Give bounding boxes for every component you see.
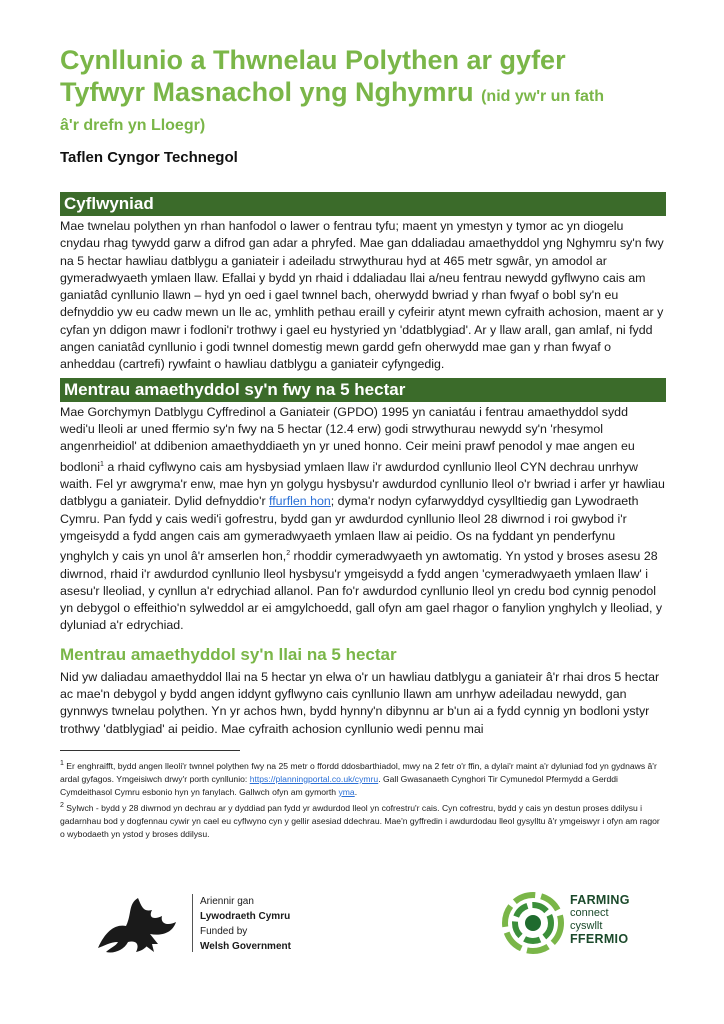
- form-link[interactable]: ffurflen hon: [269, 494, 331, 509]
- title-aside: (nid yw'r un fath: [481, 88, 604, 105]
- over-5-text-a: Mae Gorchymyn Datblygu Cyffredinol a Ganiateir (GPDO) 1995 yn caniatáu i fentrau amaethyddol sydd wedi'u lleoli ar uned ffermio sy'n fwy na 5 hectar (12.4 erw) godi strwythurau newydd sy'n 'rhesymol angenrheidiol' at ddibenion amaethyddiaeth yn yr uned honno. Ceir meini prawf penodol y mae angen eu bodloni: [60, 404, 635, 474]
- fc-connect: connect: [570, 907, 609, 919]
- document-page: [60, 44, 666, 841]
- wg-name-en: Welsh Government: [200, 941, 291, 952]
- title-line-2: Tyfwyr Masnachol yng Nghymru: [60, 77, 474, 107]
- section-heading-intro: Cyflwyniad: [60, 192, 666, 216]
- section-heading-over-5-hectares: Mentrau amaethyddol sy'n fwy na 5 hectar: [60, 378, 666, 402]
- wg-funded-en: Funded by: [200, 926, 248, 937]
- footnote-ref-2: 2: [286, 550, 291, 558]
- fc-cyswllt: cyswllt: [570, 920, 603, 932]
- footnote-1-text: Er enghraifft, bydd angen lleoli'r twnnel polythen fwy na 25 metr o ffordd ddosbarthiadol, mwy na 2 fetr o'r ffin, a dylai'r maint a'r dyluniad fod yn gydnaws â'r ardal gyfagos. Ymgeisiwch drwy'r porth cynllunio:: [60, 760, 657, 784]
- over-5-text-c: ; dyma'r nodyn cyfarwyddyd cysylltiedig gan Lywodraeth Cymru. Pan fydd y cais wedi'i gofrestru, bydd gan yr awdurdod cynllunio lleol 28 diwrnod i roi gwybod i'r ymgeisydd a fydd angen cais am gymeradwyaeth ymlaen llaw ai peidio. Os na fyddant yn penderfynu ynghylch y cais yn unol â'r amserlen hon,: [60, 494, 639, 564]
- footnote-1: [60, 757, 666, 799]
- footnote-2-number: 2: [60, 801, 64, 809]
- welsh-government-text: [200, 894, 291, 954]
- over-5-text-b: a rhaid cyflwyno cais am hysbysiad ymlaen llaw i'r awdurdod cynllunio lleol CYN dechrau unrhyw waith. Fel yr awgryma'r enw, mae hyn yn golygu hysbysu'r awdurdod cynllunio lleol o'r bwriad i arfer yr hawliau datblygu a ganiateir. Dylid defnyddio'r: [60, 459, 665, 509]
- title-line-1: Cynllunio a Thwnelau Polythen ar gyfer: [60, 45, 566, 75]
- section-heading-under-5-hectares: Mentrau amaethyddol sy'n llai na 5 hectar: [60, 644, 397, 664]
- over-5-text-d: rhoddir cymeradwyaeth yn awtomatig. Yn ystod y broses asesu 28 diwrnod, rhaid i'r awdurdod cynllunio lleol hysbysu'r ymgeisydd a fydd angen 'cymeradwyaeth ymlaen llaw' i asesu'r lleoliad, y cynllun a'r edrychiad allanol. Pan fo'r awdurdod cynllunio lleol yn credu bod cynnig penodol yn debygol o effeithio'n sylweddol ar ei amgylchoedd, gall ofyn am gael rhagor o fanylion ynghylch y lleoliad, y dyluniad a'r edrychiad.: [60, 549, 663, 633]
- wg-funded-cy: Ariennir gan: [200, 896, 254, 907]
- title-aside-line-2: â'r drefn yn Lloegr): [60, 117, 206, 134]
- leaflet-type: Taflen Cyngor Technegol: [60, 149, 238, 166]
- farming-connect-logo: [500, 890, 660, 960]
- farming-connect-emblem-icon: [500, 890, 566, 956]
- under-5-paragraph: Nid yw daliadau amaethyddol llai na 5 hectar yn elwa o'r un hawliau datblygu a ganiateir â'r rhai dros 5 hectar ac mae'n debygol y bydd angen iddynt gyflwyno cais cynllunio llawn am unrhyw adeiladau newydd, gan gynnwys twnelau polythen. Yn yr achos hwn, bydd hynny'n dibynnu ar b'un ai a fydd cynnig yn bodloni ystyr trothwy 'datblygiad' ai peidio. Mae cyfraith achosion cynllunio wedi pennu mai: [60, 669, 660, 736]
- footnote-2-text: Sylwch - bydd y 28 diwrnod yn dechrau ar y dyddiad pan fydd yr awdurdod lleol yn cofrestru'r cais. Cyn cofrestru, bydd y cais yn destun proses ddilysu i gadarnhau bod y dogfennau cywir yn cael eu cyflwyno cyn y gellir asesiad ddechrau. Mae'n gyffredin i awdurdodau lleol gysylltu â'r ymgeiswyr i ofyn am ragor o wybodaeth yn ystod y broses ddilysu.: [60, 802, 660, 839]
- farming-connect-text: [570, 894, 630, 946]
- welsh-government-logo: [88, 890, 338, 960]
- footnote-1-end: .: [354, 786, 358, 797]
- intro-paragraph: Mae twnelau polythen yn rhan hanfodol o lawer o fentrau tyfu; maent yn ymestyn y tymor ac yn diogelu cnydau rhag tywydd garw a difrod gan adar a phryfed. Mae gan ddaliadau amaethyddol yng Nghymru sy'n fwy na 5 hectar hawliau datblygu a ganiateir i adeiladu strwythurau hyd at 465 metr sgwâr, yn amodol ar gymeradwyaeth ymlaen llaw. Efallai y bydd yn rhaid i ddaliadau llai a/neu fentrau newydd gyflwyno cais am ganiatâd cynllunio llawn – hyd yn oed i gael twnnel bach, oherwydd bwriad y rhan fwyaf o bobl sy'n eu defnyddio yw eu cadw mewn un lle ac, ymhlith pethau eraill y cyfeirir atynt mewn cyfraith achosion, maent ar y cyfan yn ddigon mawr i fodloni'r trothwy i gael eu hystyried yn 'ddatblygiad'. Ar y llaw arall, gan amlaf, ni fydd angen caniatâd cynllunio i godi twnnel domestig mewn gardd gefn oherwydd mae gan y rhan fwyaf o anheddau (cartrefi) rywfaint o hawliau datblygu a ganiateir cyfyngedig.: [60, 219, 664, 372]
- footnote-1-text-b: . Gall Gwasanaeth Cynghori Tir Cymunedol Pfermydd a Gerddi Cymdeithasol Cymru esbonio hyn yn fanylach. Gallwch ofyn am gymorth: [60, 773, 618, 797]
- planning-portal-link[interactable]: https://planningportal.co.uk/cymru: [249, 773, 379, 784]
- fc-ffermio: FFERMIO: [570, 932, 629, 946]
- footer-logos: [60, 890, 666, 960]
- logo-divider: [192, 894, 193, 952]
- help-link[interactable]: yma: [338, 786, 355, 797]
- document-title: [60, 44, 666, 113]
- footnote-divider: [60, 750, 240, 751]
- fc-farming: FARMING: [570, 893, 630, 907]
- over-5-paragraph: [60, 404, 666, 635]
- footnote-2: [60, 799, 666, 841]
- footnote-1-number: 1: [60, 759, 64, 767]
- welsh-dragon-icon: [88, 890, 188, 960]
- footnote-ref-1: 1: [99, 460, 104, 468]
- wg-name-cy: Lywodraeth Cymru: [200, 911, 291, 922]
